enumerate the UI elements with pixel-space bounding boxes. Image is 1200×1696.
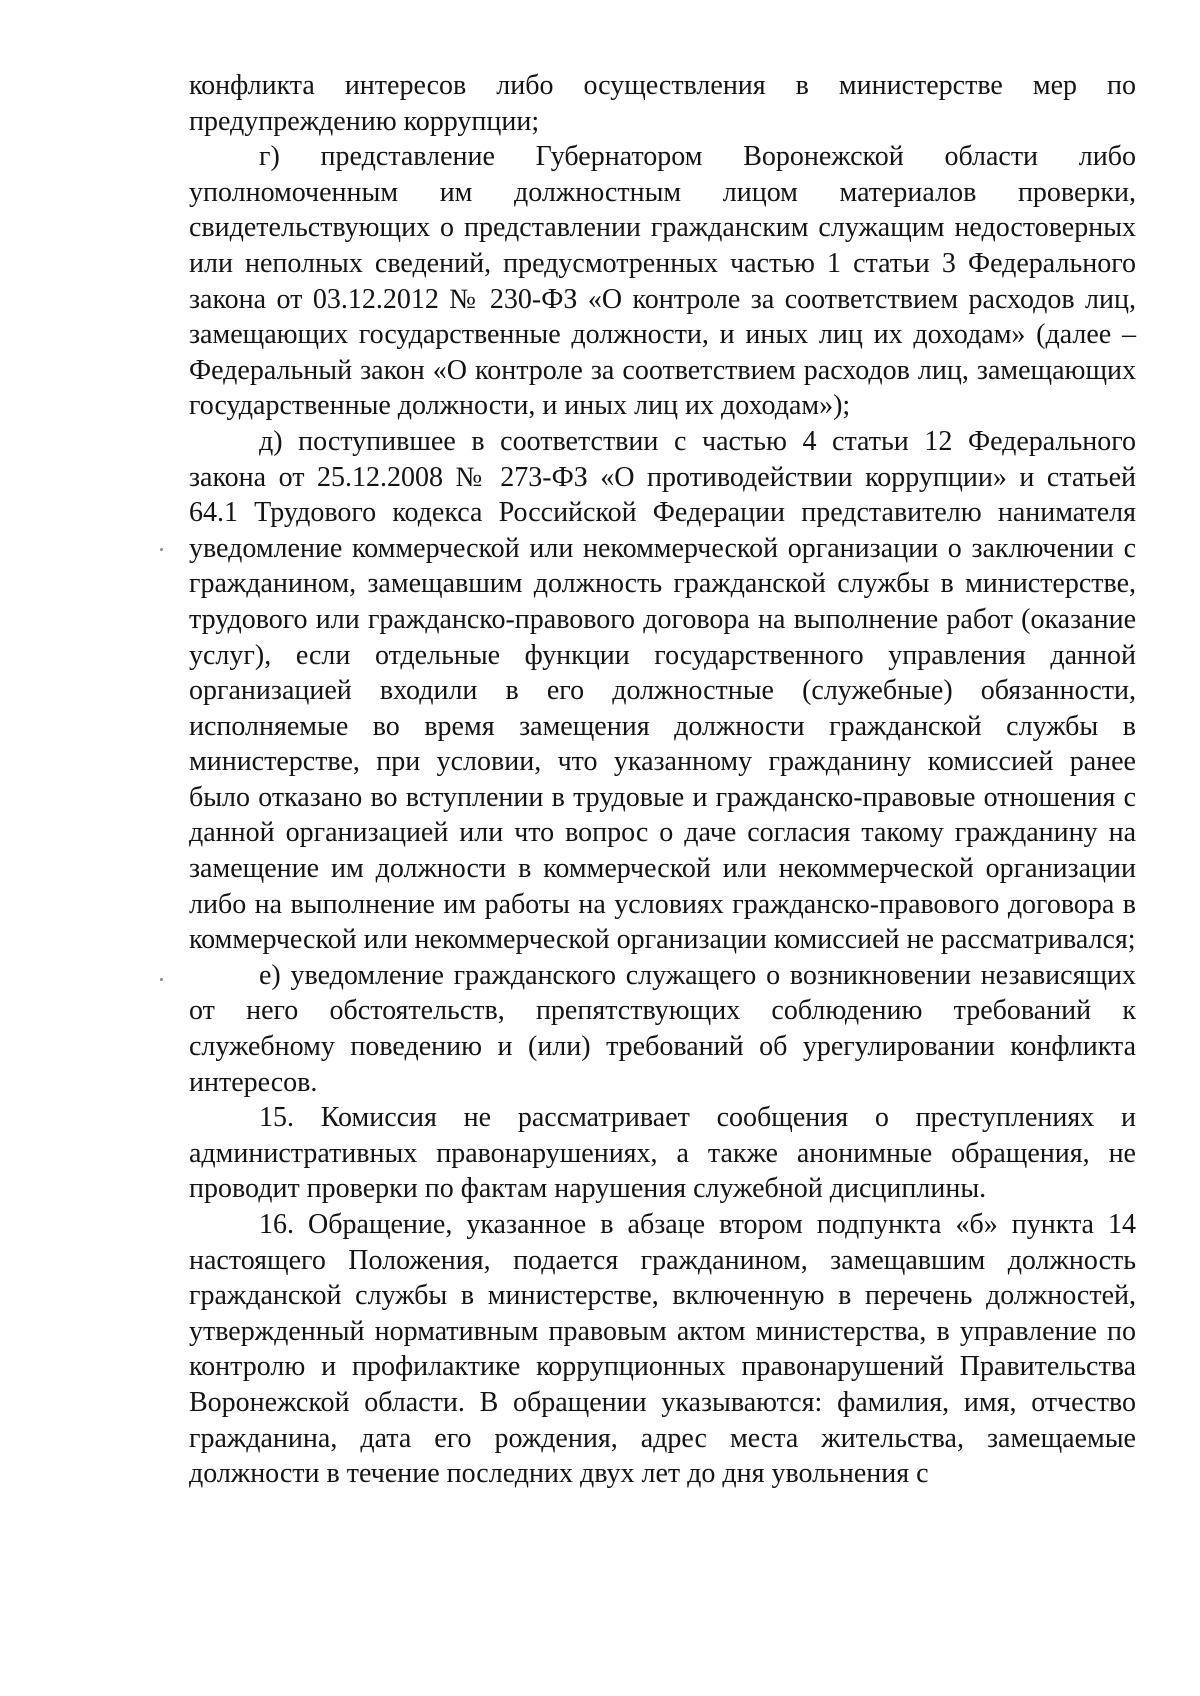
paragraph-item-g: г) представление Губернатором Воронежской области либо уполномоченным им должностным лицом материалов проверки, свидетельствующих о представлении гражданским служащим недостоверных или неполных сведений, предусмотренных частью 1 статьи 3 Федерального закона от 03.12.2012 № 230-ФЗ «О контроле за соответствием расходов лиц, замещающих государственные должности, и иных лиц их доходам» (далее – Федеральный закон «О контроле за соответствием расходов лиц, замещающих государственные должности, и иных лиц их доходам»); (189, 141, 1136, 422)
scan-speck (160, 548, 163, 551)
paragraph-item-d: д) поступившее в соответствии с частью 4 статьи 12 Федерального закона от 25.12.2008 № 273-ФЗ «О противодействии коррупции» и статьей 64.1 Трудового кодекса Российской Федерации представителю нанимателя уведомление коммерческой или некоммерческой организации о заключении с гражданином, замещавшим должность гражданской службы в министерстве, трудового или гражданско-правового договора на выполнение работ (оказание услуг), если отдельные функции государственного управления данной организацией входили в его должностные (служебные) обязанности, исполняемые во время замещения должности гражданской службы в министерстве, при условии, что указанному гражданину комиссией ранее было отказано во вступлении в трудовые и гражданско-правовые отношения с данной организацией или что вопрос о даче согласия такому гражданину на замещение им должности в коммерческой или некоммерческой организации либо на выполнение им работы на условиях гражданско-правового договора в коммерческой или некоммерческой организации комиссией не рассматривался; (189, 425, 1136, 956)
paragraph-item-e: е) уведомление гражданского служащего о возникновении независящих от него обстоятельств, препятствующих соблюдению требований к служебному поведению и (или) требований об урегулировании конфликта интересов. (189, 959, 1136, 1098)
document-body (189, 68, 1136, 1492)
paragraph-15: 15. Комиссия не рассматривает сообщения о преступлениях и административных правонарушениях, а также анонимные обращения, не проводит проверки по фактам нарушения служебной дисциплины. (189, 1102, 1136, 1205)
paragraph-continuation: конфликта интересов либо осуществления в министерстве мер по предупреждению коррупции; (189, 70, 1136, 137)
paragraph-16: 16. Обращение, указанное в абзаце втором подпункта «б» пункта 14 настоящего Положения, подается гражданином, замещавшим должность гражданской службы в министерстве, включенную в перечень должностей, утвержденный нормативным правовым актом министерства, в управление по контролю и профилактике коррупционных правонарушений Правительства Воронежской области. В обращении указываются: фамилия, имя, отчество гражданина, дата его рождения, адрес места жительства, замещаемые должности в течение последних двух лет до дня увольнения с (189, 1209, 1136, 1490)
scan-speck (160, 978, 163, 981)
